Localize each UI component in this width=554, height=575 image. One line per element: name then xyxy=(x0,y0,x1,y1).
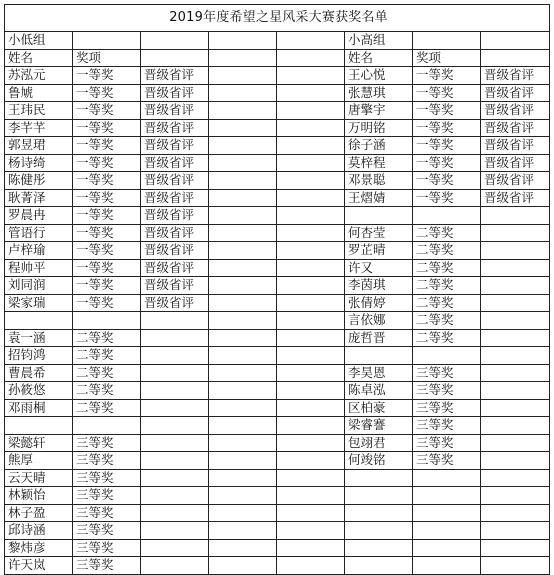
table-row xyxy=(5,557,550,575)
right-note-cell xyxy=(481,452,550,470)
right-name-cell: 陈卓泓 xyxy=(345,382,413,400)
right-name-cell xyxy=(345,207,413,225)
left-note-cell xyxy=(141,539,209,557)
left-name-cell: 郭昱珺 xyxy=(5,137,73,155)
left-award-cell xyxy=(73,417,141,435)
left-note-cell: 晋级省评 xyxy=(141,84,209,102)
left-award-cell: 三等奖 xyxy=(73,539,141,557)
left-award-cell: 一等奖 xyxy=(73,119,141,137)
left-note-cell xyxy=(141,382,209,400)
right-name-cell: 许又 xyxy=(345,259,413,277)
left-award-cell: 三等奖 xyxy=(73,487,141,505)
left-name-cell: 苏泓元 xyxy=(5,67,73,85)
right-name-cell xyxy=(345,504,413,522)
right-note-cell xyxy=(481,399,550,417)
right-award-cell: 二等奖 xyxy=(413,242,481,260)
left-note-cell xyxy=(141,329,209,347)
left-note-cell: 晋级省评 xyxy=(141,294,209,312)
left-note-cell xyxy=(141,364,209,382)
right-award-cell xyxy=(413,557,481,575)
left-award-cell: 二等奖 xyxy=(73,364,141,382)
right-award-cell: 一等奖 xyxy=(413,102,481,120)
right-note-cell xyxy=(481,557,550,575)
right-name-cell: 邓景聪 xyxy=(345,172,413,190)
left-name-cell xyxy=(5,417,73,435)
right-note-cell xyxy=(481,224,550,242)
table-row xyxy=(5,119,550,137)
left-name-cell: 邱诗涵 xyxy=(5,522,73,540)
right-name-cell xyxy=(345,347,413,365)
left-name-cell: 陈健彤 xyxy=(5,172,73,190)
left-award-cell: 一等奖 xyxy=(73,207,141,225)
table-row xyxy=(5,487,550,505)
left-note-cell xyxy=(141,487,209,505)
left-note-cell xyxy=(141,469,209,487)
right-note-cell: 晋级省评 xyxy=(481,67,550,85)
right-award-cell: 三等奖 xyxy=(413,382,481,400)
left-name-cell: 李芊芊 xyxy=(5,119,73,137)
right-award-cell xyxy=(413,504,481,522)
right-name-cell: 徐子涵 xyxy=(345,137,413,155)
right-award-cell xyxy=(413,487,481,505)
left-name-cell: 鲁虓 xyxy=(5,84,73,102)
left-note-cell: 晋级省评 xyxy=(141,137,209,155)
right-note-cell xyxy=(481,259,550,277)
right-name-cell xyxy=(345,557,413,575)
right-name-cell: 唐擎宇 xyxy=(345,102,413,120)
right-note-cell xyxy=(481,207,550,225)
left-name-cell: 罗晨冉 xyxy=(5,207,73,225)
left-name-cell: 袁一涵 xyxy=(5,329,73,347)
right-note-cell xyxy=(481,487,550,505)
left-name-cell: 杨诗绮 xyxy=(5,154,73,172)
left-note-cell: 晋级省评 xyxy=(141,259,209,277)
table-row xyxy=(5,347,550,365)
left-award-cell: 一等奖 xyxy=(73,84,141,102)
right-note-cell xyxy=(481,522,550,540)
right-note-cell xyxy=(481,539,550,557)
left-name-cell: 程帅平 xyxy=(5,259,73,277)
left-note-cell: 晋级省评 xyxy=(141,172,209,190)
table-row xyxy=(5,242,550,260)
right-award-cell: 一等奖 xyxy=(413,189,481,207)
left-note-cell: 晋级省评 xyxy=(141,154,209,172)
left-name-cell: 耿菁泽 xyxy=(5,189,73,207)
left-name-header: 姓名 xyxy=(5,49,73,67)
left-award-cell: 三等奖 xyxy=(73,522,141,540)
right-award-cell: 一等奖 xyxy=(413,172,481,190)
right-name-cell: 庞哲晋 xyxy=(345,329,413,347)
right-award-cell: 三等奖 xyxy=(413,399,481,417)
table-row xyxy=(5,277,550,295)
left-note-cell xyxy=(141,504,209,522)
left-name-cell: 刘同润 xyxy=(5,277,73,295)
right-award-cell: 一等奖 xyxy=(413,154,481,172)
award-table xyxy=(4,4,550,575)
right-name-cell: 李昊恩 xyxy=(345,364,413,382)
right-note-cell xyxy=(481,242,550,260)
table-row xyxy=(5,154,550,172)
left-note-cell xyxy=(141,452,209,470)
left-award-cell: 一等奖 xyxy=(73,294,141,312)
right-award-header: 奖项 xyxy=(413,49,481,67)
left-award-cell: 一等奖 xyxy=(73,67,141,85)
right-note-cell xyxy=(481,312,550,330)
table-row xyxy=(5,102,550,120)
table-row xyxy=(5,434,550,452)
table-row xyxy=(5,522,550,540)
left-award-cell: 一等奖 xyxy=(73,102,141,120)
left-award-cell: 二等奖 xyxy=(73,347,141,365)
right-note-cell xyxy=(481,417,550,435)
right-name-cell xyxy=(345,539,413,557)
right-name-cell: 李茵琪 xyxy=(345,277,413,295)
right-award-cell: 二等奖 xyxy=(413,224,481,242)
right-name-cell xyxy=(345,487,413,505)
left-note-cell xyxy=(141,347,209,365)
table-row xyxy=(5,469,550,487)
right-name-cell: 梁睿謇 xyxy=(345,417,413,435)
right-award-cell xyxy=(413,539,481,557)
page-title: 2019年度希望之星风采大赛获奖名单 xyxy=(5,5,550,32)
right-award-cell: 三等奖 xyxy=(413,417,481,435)
left-note-cell: 晋级省评 xyxy=(141,102,209,120)
right-name-header: 姓名 xyxy=(345,49,413,67)
right-name-cell: 包翊君 xyxy=(345,434,413,452)
left-note-cell: 晋级省评 xyxy=(141,207,209,225)
left-name-cell: 招钧鸿 xyxy=(5,347,73,365)
left-note-cell: 晋级省评 xyxy=(141,224,209,242)
left-award-cell: 三等奖 xyxy=(73,557,141,575)
left-award-cell: 一等奖 xyxy=(73,242,141,260)
table-row xyxy=(5,364,550,382)
left-name-cell: 王玮民 xyxy=(5,102,73,120)
left-note-cell xyxy=(141,312,209,330)
table-row xyxy=(5,172,550,190)
left-note-cell xyxy=(141,557,209,575)
right-award-cell: 三等奖 xyxy=(413,364,481,382)
left-award-header: 奖项 xyxy=(73,49,141,67)
left-name-cell: 林子盈 xyxy=(5,504,73,522)
right-note-cell xyxy=(481,434,550,452)
right-award-cell: 二等奖 xyxy=(413,329,481,347)
left-note-cell xyxy=(141,522,209,540)
left-name-cell: 曹晨希 xyxy=(5,364,73,382)
left-group-name: 小低组 xyxy=(5,32,73,50)
left-name-cell xyxy=(5,312,73,330)
right-note-cell xyxy=(481,469,550,487)
left-award-cell: 一等奖 xyxy=(73,189,141,207)
left-name-cell: 梁懿轩 xyxy=(5,434,73,452)
table-row xyxy=(5,259,550,277)
right-name-cell xyxy=(345,469,413,487)
left-award-cell: 一等奖 xyxy=(73,137,141,155)
right-name-cell: 王心悦 xyxy=(345,67,413,85)
left-award-cell: 一等奖 xyxy=(73,224,141,242)
left-award-cell: 二等奖 xyxy=(73,329,141,347)
right-award-cell xyxy=(413,469,481,487)
right-award-cell xyxy=(413,347,481,365)
right-note-cell xyxy=(481,382,550,400)
right-name-cell: 区柏豪 xyxy=(345,399,413,417)
left-note-cell xyxy=(141,434,209,452)
right-award-cell: 一等奖 xyxy=(413,84,481,102)
left-name-cell: 孙筱悠 xyxy=(5,382,73,400)
right-name-cell: 言依娜 xyxy=(345,312,413,330)
left-name-cell: 黎炜彦 xyxy=(5,539,73,557)
right-name-cell xyxy=(345,522,413,540)
right-note-cell xyxy=(481,329,550,347)
table-row xyxy=(5,382,550,400)
left-award-cell: 一等奖 xyxy=(73,154,141,172)
left-award-cell: 三等奖 xyxy=(73,504,141,522)
left-name-cell: 熊厚 xyxy=(5,452,73,470)
left-note-cell: 晋级省评 xyxy=(141,189,209,207)
table-row xyxy=(5,399,550,417)
left-award-cell: 一等奖 xyxy=(73,259,141,277)
right-award-cell: 三等奖 xyxy=(413,452,481,470)
right-note-cell xyxy=(481,364,550,382)
left-award-cell: 三等奖 xyxy=(73,434,141,452)
right-name-cell: 万明铭 xyxy=(345,119,413,137)
left-note-cell: 晋级省评 xyxy=(141,242,209,260)
table-row xyxy=(5,84,550,102)
left-name-cell: 卢梓瑜 xyxy=(5,242,73,260)
left-note-cell xyxy=(141,399,209,417)
table-row xyxy=(5,224,550,242)
right-note-cell: 晋级省评 xyxy=(481,119,550,137)
right-award-cell: 二等奖 xyxy=(413,312,481,330)
left-award-cell xyxy=(73,312,141,330)
left-name-cell: 云天晴 xyxy=(5,469,73,487)
title-row xyxy=(5,5,550,32)
right-name-cell: 何杏莹 xyxy=(345,224,413,242)
right-award-cell: 三等奖 xyxy=(413,434,481,452)
right-name-cell: 何竣铭 xyxy=(345,452,413,470)
group-row xyxy=(5,32,550,50)
left-award-cell: 二等奖 xyxy=(73,399,141,417)
table-row xyxy=(5,504,550,522)
right-award-cell: 一等奖 xyxy=(413,119,481,137)
table-row xyxy=(5,294,550,312)
right-award-cell: 二等奖 xyxy=(413,259,481,277)
table-row xyxy=(5,417,550,435)
left-note-cell: 晋级省评 xyxy=(141,67,209,85)
left-award-cell: 二等奖 xyxy=(73,382,141,400)
right-note-cell: 晋级省评 xyxy=(481,102,550,120)
left-note-cell xyxy=(141,417,209,435)
left-name-cell: 梁家瑞 xyxy=(5,294,73,312)
right-note-cell xyxy=(481,294,550,312)
right-award-cell: 一等奖 xyxy=(413,67,481,85)
right-award-cell xyxy=(413,207,481,225)
right-name-cell: 罗芷晴 xyxy=(345,242,413,260)
right-award-cell: 二等奖 xyxy=(413,294,481,312)
right-note-cell xyxy=(481,277,550,295)
right-note-cell: 晋级省评 xyxy=(481,137,550,155)
table-row xyxy=(5,329,550,347)
table-row xyxy=(5,67,550,85)
table-row xyxy=(5,137,550,155)
right-name-cell: 王熠婧 xyxy=(345,189,413,207)
left-award-cell: 一等奖 xyxy=(73,172,141,190)
left-name-cell: 管语行 xyxy=(5,224,73,242)
table-row xyxy=(5,539,550,557)
left-name-cell: 许天岚 xyxy=(5,557,73,575)
right-note-cell xyxy=(481,504,550,522)
left-award-cell: 三等奖 xyxy=(73,469,141,487)
right-group-name: 小高组 xyxy=(345,32,413,50)
left-note-cell: 晋级省评 xyxy=(141,119,209,137)
right-note-cell: 晋级省评 xyxy=(481,189,550,207)
table-row xyxy=(5,189,550,207)
right-name-cell: 莫梓程 xyxy=(345,154,413,172)
right-award-cell: 二等奖 xyxy=(413,277,481,295)
right-note-cell: 晋级省评 xyxy=(481,84,550,102)
left-award-cell: 一等奖 xyxy=(73,277,141,295)
right-note-cell xyxy=(481,347,550,365)
left-note-cell: 晋级省评 xyxy=(141,277,209,295)
left-name-cell: 邓雨桐 xyxy=(5,399,73,417)
left-award-cell: 三等奖 xyxy=(73,452,141,470)
table-row xyxy=(5,207,550,225)
right-note-cell: 晋级省评 xyxy=(481,154,550,172)
right-award-cell xyxy=(413,522,481,540)
table-row xyxy=(5,312,550,330)
right-name-cell: 张慧琪 xyxy=(345,84,413,102)
table-row xyxy=(5,452,550,470)
right-note-cell: 晋级省评 xyxy=(481,172,550,190)
right-name-cell: 张倩婷 xyxy=(345,294,413,312)
right-award-cell: 一等奖 xyxy=(413,137,481,155)
left-name-cell: 林颖怡 xyxy=(5,487,73,505)
header-row xyxy=(5,49,550,67)
